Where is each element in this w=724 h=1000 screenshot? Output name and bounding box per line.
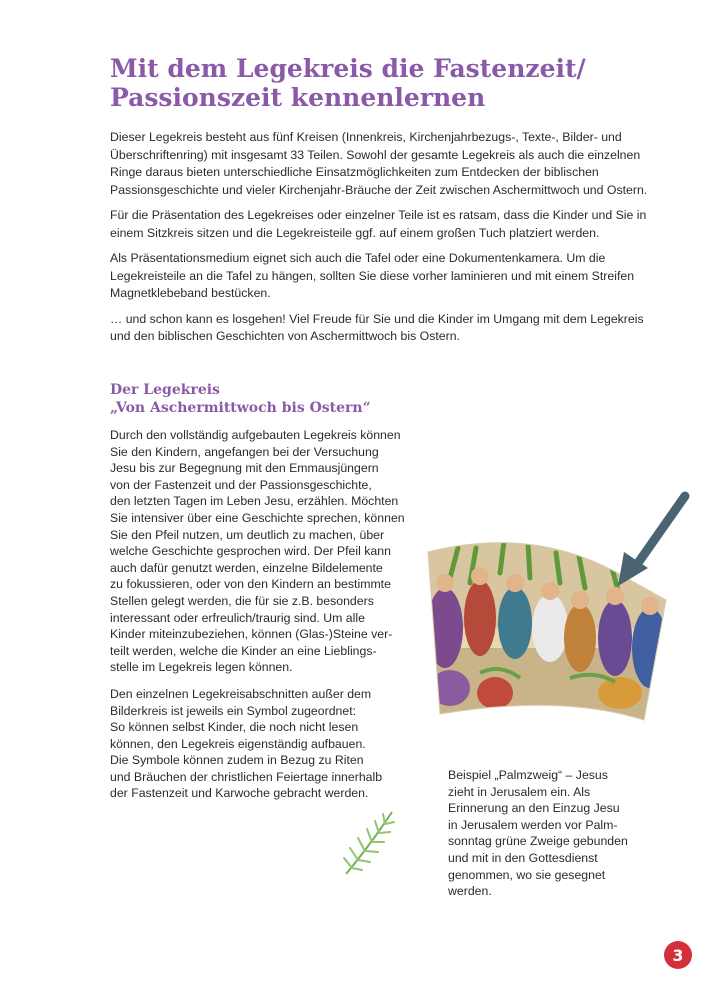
- intro-paragraph: … und schon kann es losgehen! Viel Freude für Sie und die Kinder im Umgang mit dem Legekreis und den biblischen Geschichten von Aschermittwoch bis Ostern.: [110, 311, 644, 343]
- intro-paragraph: Als Präsentationsmedium eignet sich auch die Tafel oder eine Dokumentenkamera. Um die Legekreisteile an die Tafel zu hängen, sollten Sie diese vorher laminieren und mit einem Streifen Magnetklebeband bestücken.: [110, 251, 635, 300]
- section-title-line: Der Legekreis: [110, 382, 220, 398]
- arrow-down-left-icon: [618, 496, 685, 586]
- page-number-badge: 3: [664, 941, 692, 969]
- section-title: [110, 381, 430, 417]
- page-title: Mit dem Legekreis die Fastenzeit/ Passionszeit kennenlernen: [110, 54, 586, 112]
- palm-branch-icon: [340, 808, 400, 878]
- intro-paragraph: Für die Präsentation des Legekreises oder einzelner Teile ist es ratsam, dass die Kinder und Sie in einem Sitzkreis sitzen und die Legekreisteile ggf. auf einem großen Tuch platziert werden.: [110, 208, 647, 240]
- body-paragraph: Durch den vollständig aufgebauten Legekreis können Sie den Kindern, angefangen bei der Versuchung Jesu bis zur Begegnung mit den Emmausjüngern von der Fastenzeit und der Passionsgeschichte, den letzten Tagen im Leben Jesu, erzählen. Möchten Sie intensiver über eine Geschichte sprechen, können Sie den Pfeil nutzen, um deutlich zu machen, über welche Geschichte gesprochen wird. Der Pfeil kann auch dafür genutzt werden, einzelne Bildelemente zu fokussieren, oder von den Kindern an bestimmte Stellen gelegt werden, die für sie z.B. besonders interessant oder erfreulich/traurig sind. Um alle Kinder miteinzubeziehen, können (Glas-)Steine ver- teilt werden, welche die Kinder an eine Lieblings- stelle im Legekreis legen können.: [110, 428, 405, 675]
- illustration-caption: Beispiel „Palmzweig“ – Jesus zieht in Jerusalem ein. Als Erinnerung an den Einzug Jesu in Jerusalem werden vor Palm- sonntag grüne Zweige gebunden und mit in den Gottesdienst genommen, wo sie gesegnet werden.: [448, 768, 628, 899]
- section-title-line: „Von Aschermittwoch bis Ostern“: [110, 400, 371, 416]
- intro-paragraph: Dieser Legekreis besteht aus fünf Kreisen (Innenkreis, Kirchenjahrbezugs-, Texte-, Bilder- und Überschriftenring) mit insgesamt 33 Teilen. Sowohl der gesamte Legekreis als auch die einzelnen Ringe daraus bieten unterschiedliche Einsatzmöglichkeiten zum Entdecken der biblischen Passionsgeschichte und vieler Kirchenjahr-Bräuche der Zeit zwischen Aschermittwoch und Ostern.: [110, 130, 648, 197]
- palm-sunday-illustration: [420, 488, 690, 728]
- body-paragraph: Den einzelnen Legekreisabschnitten außer dem Bilderkreis ist jeweils ein Symbol zugeordnet: So können selbst Kinder, die noch nicht lesen können, den Legekreis eigenständig aufbauen. Die Symbole können zudem in Bezug zu Riten und Bräuchen der christlichen Feiertage innerhalb der Fastenzeit und Karwoche gebracht werden.: [110, 686, 383, 801]
- section-body: [110, 427, 415, 812]
- intro-text: [110, 129, 650, 354]
